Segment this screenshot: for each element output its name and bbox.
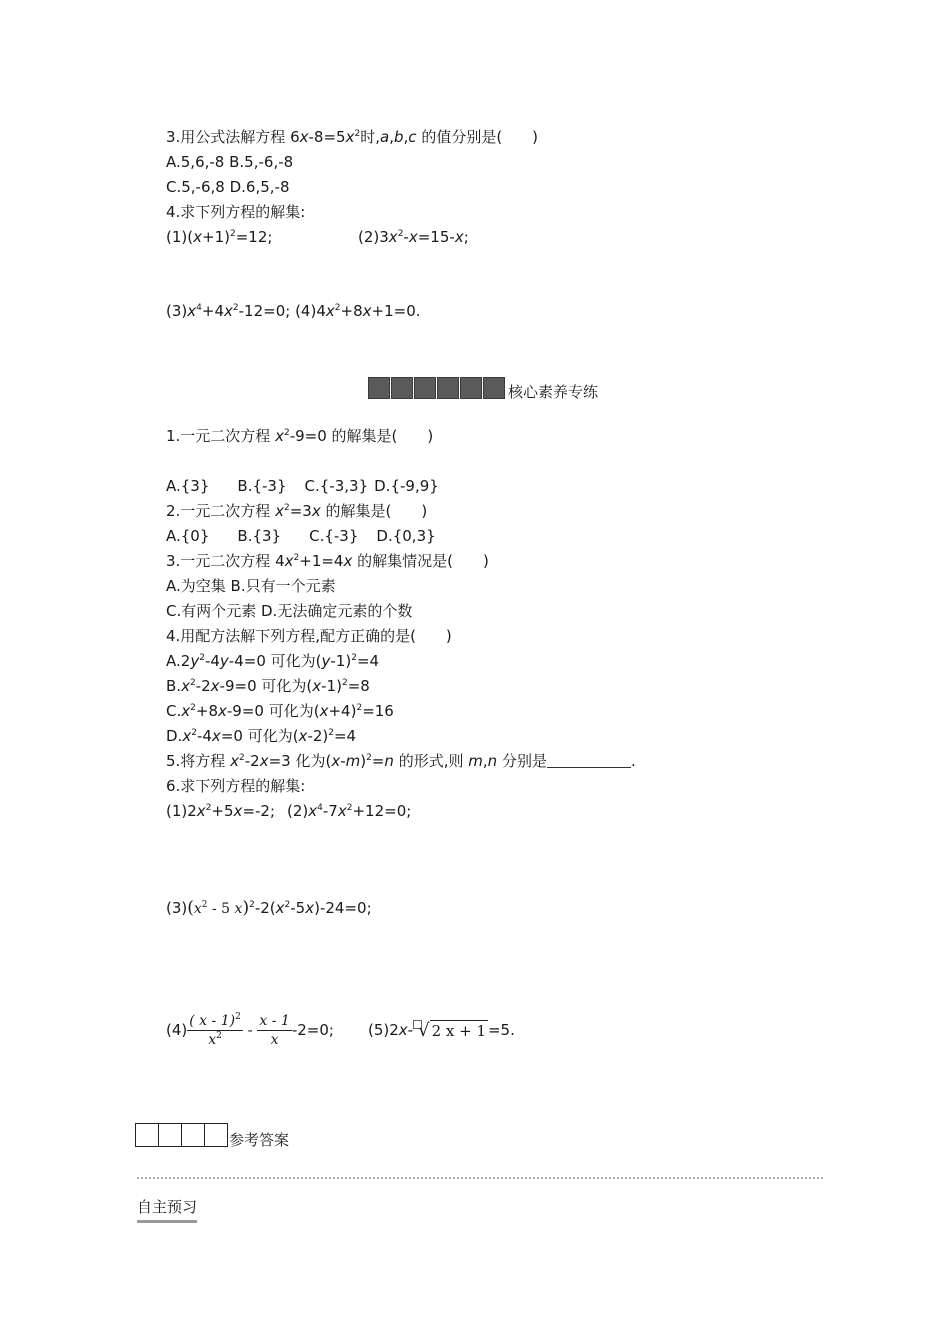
dotted-divider [137,1177,823,1179]
header-box-icon [368,377,390,399]
answer-section-header [135,1119,289,1150]
preview-q3-options-1: A.5,6,-8 B.5,-6,-8 [166,153,294,171]
core-q4-option-b: $B.x^2-2x-9=0$ 可化为$(x-1)^2=8$ [166,677,370,695]
core-section-title: 核心素养专练 [508,383,599,401]
preview-q3-options-2: C.5,-6,8 D.6,5,-8 [166,178,290,196]
header-box-icon [391,377,413,399]
header-box-icon [135,1123,159,1147]
header-box-icon [204,1123,228,1147]
core-q6-part1-2: $(1)2x^2+5x=-2$; $(2)x^4-7x^2+12=0$; [166,802,412,820]
header-box-icon [414,377,436,399]
header-box-icon [181,1123,205,1147]
core-q4-option-c: $C.x^2+8x-9=0$ 可化为$(x+4)^2=16$ [166,702,394,720]
answer-blank[interactable] [547,753,631,768]
core-q1: 1.一元二次方程 $x^2-9=0$ 的解集是( ) [166,427,434,445]
core-q2-options: A.{0} B.{3} C.{-3} D.{0,3} [166,527,436,545]
preview-q4-part3-4: $(3)x^4+4x^2-12=0$; $(4)4x^2+8x+1=0$. [166,302,421,320]
core-q3-options-1: A.为空集 B.只有一个元素 [166,577,336,595]
header-box-icon [158,1123,182,1147]
core-q1-options: A.{3} B.{-3} C.{-3,3} D.{-9,9} [166,477,439,495]
core-q6-title: 6.求下列方程的解集: [166,777,306,795]
answer-section-title: 参考答案 [229,1131,290,1149]
square-root: √ 2 x + 1 [413,1020,488,1041]
core-q5: 5.将方程 $x^2-2x=3$ 化为$(x-m)^2=n$ 的形式,则 m,n 分别是 . [166,752,636,770]
preview-q4-part2: $(2)3x^2-x=15-x$; [358,228,469,246]
header-box-icon [437,377,459,399]
core-section-header [368,373,598,402]
preview-q4-part1: $(1)(x+1)^2=12$; [166,228,273,246]
header-box-icon [460,377,482,399]
core-q2: 2.一元二次方程 $x^2=3x$ 的解集是( ) [166,502,428,520]
parenthesized-expression: ( [187,898,194,918]
core-q6-part4-5: (4) $\frac{( x - 1)^2}{x^2}$ - $\frac{x - 1}{x}$ -2=0; (5)2x- √ 2 x + 1 =5. [166,1012,515,1048]
preview-q3: 3.用公式法解方程 $6x-8=5x^2$时,a,b,c 的值分别是( ) [166,128,539,146]
core-q6-part3: $(3)(x^2 - 5$ $x)^2-2(x^2-5x)-24=0$; [166,898,372,918]
self-study-tab[interactable]: 自主预习 [137,1196,197,1223]
core-q3-options-2: C.有两个元素 D.无法确定元素的个数 [166,602,413,620]
core-q4-option-d: $D.x^2-4x=0$ 可化为$(x-2)^2=4$ [166,727,357,745]
core-q3: 3.一元二次方程 $4x^2+1=4x$ 的解集情况是( ) [166,552,489,570]
preview-q4-title: 4.求下列方程的解集: [166,203,306,221]
header-box-icon [483,377,505,399]
core-q4-option-a: $A.2y^2-4y-4=0$ 可化为$(y-1)^2=4$ [166,652,380,670]
fraction-1: $\frac{( x - 1)^2}{x^2}$ [189,1012,241,1048]
core-q4: 4.用配方法解下列方程,配方正确的是( ) [166,627,452,645]
fraction-2: $\frac{x - 1}{x}$ [259,1013,290,1048]
